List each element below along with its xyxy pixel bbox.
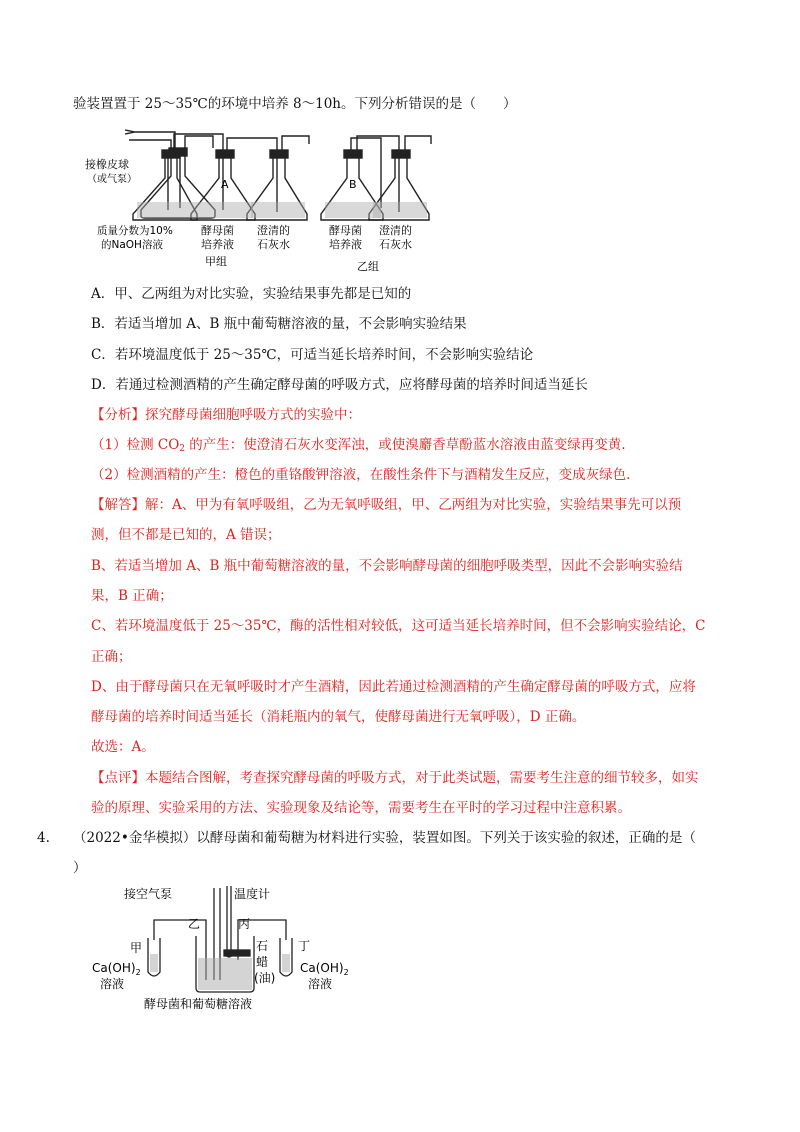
caoh2-right-formula: $Ca(OH)_2$ xyxy=(300,961,349,977)
option-a: A．甲、乙两组为对比实验，实验结果事先都是已知的 xyxy=(91,286,412,302)
naoh-label-line1: 质量分数为10% xyxy=(97,225,173,237)
question-4-stem-line2: ） xyxy=(73,860,87,876)
wax-label-3: (油) xyxy=(254,971,276,985)
question-4-number: 4. xyxy=(37,830,50,846)
co2-subscript: 2 xyxy=(179,444,186,454)
analysis-text: 探究酵母菌细胞呼吸方式的实验中： xyxy=(145,407,361,423)
wax-label-1: 石 xyxy=(256,939,269,953)
solution-label: 酵母菌和葡萄糖溶液 xyxy=(144,997,253,1011)
caoh2-left-solution: 溶液 xyxy=(100,977,125,991)
lime-label-jia-line2: 石灰水 xyxy=(257,238,290,251)
caoh2-right-solution: 溶液 xyxy=(308,977,333,991)
answer-d-line1: D、由于酵母菌只在无氧呼吸时才产生酒精，因此若通过检测酒精的产生确定酵母菌的呼吸方式，应将 xyxy=(91,679,696,695)
pump-label-line1: 接橡皮球 xyxy=(85,158,129,171)
answer-d-line2: 酵母菌的培养时间适当延长（消耗瓶内的氧气，使酵母菌进行无氧呼吸），D 正确。 xyxy=(91,709,586,725)
answer-c-line2: 正确； xyxy=(91,649,132,665)
comment-text: 本题结合图解，考查探究酵母菌的呼吸方式，对于此类试题，需要考生注意的细节较多，如实 xyxy=(145,770,699,786)
wax-label-2: 蜡 xyxy=(256,955,269,969)
flask-a-letter: A xyxy=(221,178,229,191)
option-b: B．若适当增加 A、B 瓶中葡萄糖溶液的量，不会影响实验结果 xyxy=(91,316,467,332)
question-intro: 验装置置于 25～35℃的环境中培养 8～10h。下列分析错误的是（ ） xyxy=(73,96,517,112)
answer-b-line2: 果，B 正确； xyxy=(91,588,173,604)
label-yi: 乙 xyxy=(188,917,201,931)
comment-tag: 【点评】 xyxy=(91,770,145,786)
label-bing: 丙 xyxy=(238,917,251,931)
analysis-point-2: （2）检测酒精的产生：橙色的重铬酸钾溶液，在酸性条件下与酒精发生反应，变成灰绿色. xyxy=(91,467,631,483)
analysis-tag: 【分析】 xyxy=(91,407,145,423)
group-jia-label: 甲组 xyxy=(205,255,227,268)
lime-label-yi-line2: 石灰水 xyxy=(379,238,412,251)
yeast-label-yi-line2: 培养液 xyxy=(329,238,362,251)
naoh-label-line2: 的NaOH溶液 xyxy=(101,239,163,251)
yeast-label-jia-line1: 酵母菌 xyxy=(201,224,234,237)
answer-a-line2: 测，但不都是已知的，A 错误； xyxy=(91,527,281,543)
label-ding: 丁 xyxy=(298,939,311,953)
experiment-figure-jia-yi xyxy=(85,118,455,274)
answer-tag: 【解答】 xyxy=(91,497,145,513)
yeast-label-jia-line2: 培养液 xyxy=(201,238,234,251)
lime-label-yi-line1: 澄清的 xyxy=(379,224,412,237)
analysis-heading xyxy=(91,405,361,425)
caoh2-left-formula: $Ca(OH)_2$ xyxy=(92,961,141,977)
flask-b-letter: B xyxy=(349,178,357,191)
label-jia: 甲 xyxy=(130,941,143,955)
answer-b-line1: B、若适当增加 A、B 瓶中葡萄糖溶液的量，不会影响酵母菌的细胞呼吸类型，因此不会影响实验结 xyxy=(91,558,683,574)
yeast-label-yi-line1: 酵母菌 xyxy=(329,224,362,237)
comment-line2: 验的原理、实验采用的方法、实验现象及结论等，需要考生在平时的学习过程中注意积累。 xyxy=(91,800,631,816)
answer-choice: 故选：A。 xyxy=(91,739,155,755)
air-pump-label: 接空气泵 xyxy=(124,887,173,901)
comment-line1 xyxy=(91,768,699,788)
analysis-1-prefix: （1）检测 CO xyxy=(91,437,180,453)
answer-c-line1: C、若环境温度低于 25～35℃，酶的活性相对较低，这可适当延长培养时间，但不会影响实验结论，C xyxy=(91,618,706,634)
answer-a-text: 解：A、甲为有氧呼吸组，乙为无氧呼吸组，甲、乙两组为对比实验，实验结果事先可以预 xyxy=(145,497,682,513)
pump-label-line2: （或气泵） xyxy=(87,174,137,185)
analysis-1-suffix: 的产生：使澄清石灰水变浑浊，或使溴麝香草酚蓝水溶液由蓝变绿再变黄. xyxy=(185,437,626,453)
option-d: D．若通过检测酒精的产生确定酵母菌的呼吸方式，应将酵母菌的培养时间适当延长 xyxy=(91,377,588,393)
answer-a-line1 xyxy=(91,495,681,515)
lime-label-jia-line1: 澄清的 xyxy=(257,224,290,237)
question-4-stem-line1: （2022•金华模拟）以酵母菌和葡萄糖为材料进行实验，装置如图。下列关于该实验的叙述，正确的是（ xyxy=(73,830,696,846)
analysis-point-1 xyxy=(91,435,626,459)
thermometer-label: 温度计 xyxy=(234,887,271,901)
group-yi-label: 乙组 xyxy=(357,260,379,273)
option-c: C．若环境温度低于 25～35℃，可适当延长培养时间，不会影响实验结论 xyxy=(91,347,534,363)
experiment-figure-q4 xyxy=(88,880,368,1020)
